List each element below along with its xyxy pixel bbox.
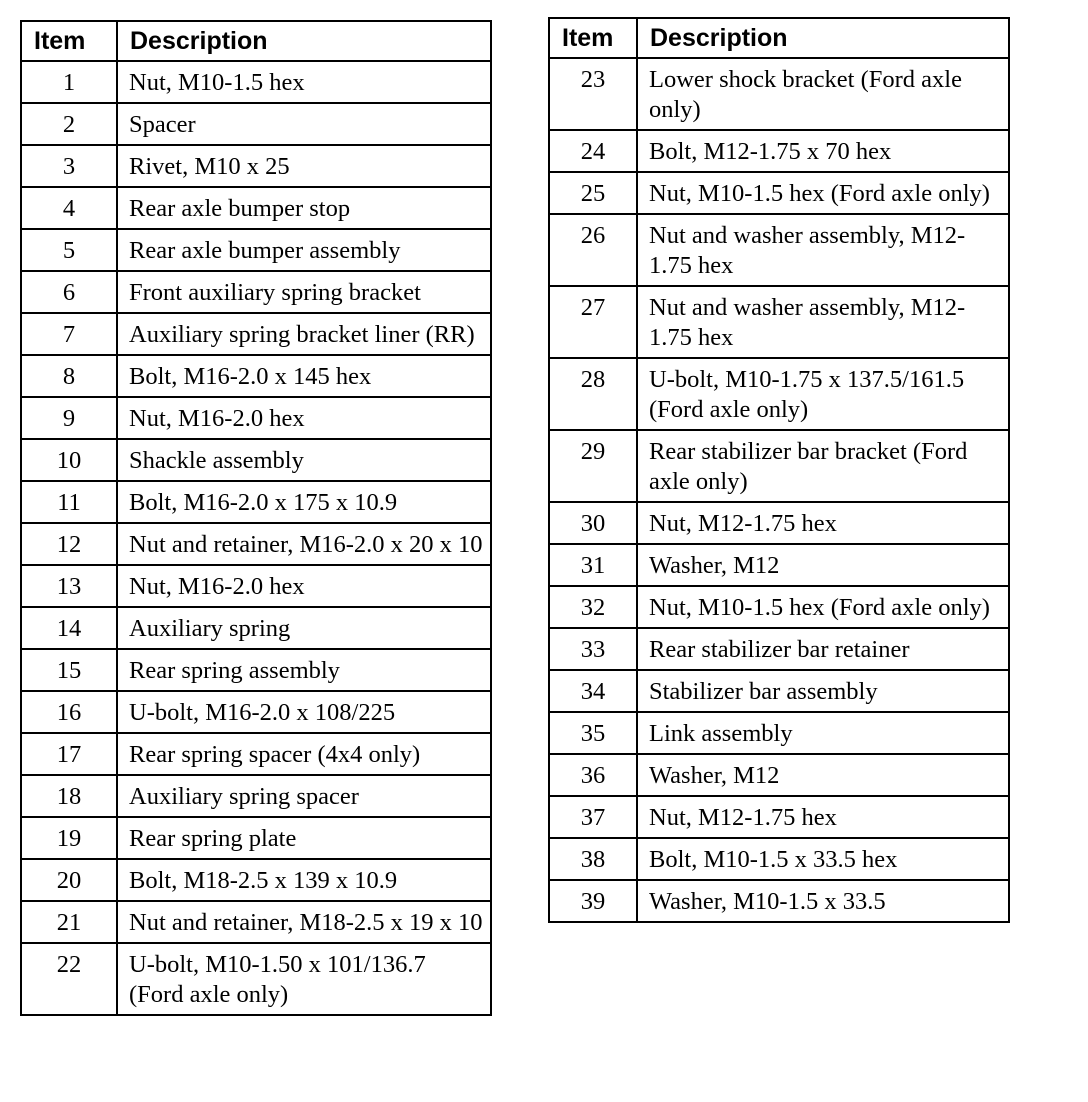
item-description: Washer, M12 (637, 544, 1009, 586)
table-row (21, 313, 491, 355)
table-row (21, 145, 491, 187)
item-number: 23 (549, 58, 637, 130)
item-description: Auxiliary spring bracket liner (RR) (117, 313, 491, 355)
table-row (549, 586, 1009, 628)
item-number: 38 (549, 838, 637, 880)
item-number: 32 (549, 586, 637, 628)
item-number: 36 (549, 754, 637, 796)
item-number: 2 (21, 103, 117, 145)
item-description: Rear axle bumper stop (117, 187, 491, 229)
item-description: U-bolt, M10-1.50 x 101/136.7 (Ford axle only) (117, 943, 491, 1015)
table-row (549, 838, 1009, 880)
table-row (21, 103, 491, 145)
item-description: Rear stabilizer bar retainer (637, 628, 1009, 670)
table-row (21, 733, 491, 775)
item-description: Nut and retainer, M16-2.0 x 20 x 10 (117, 523, 491, 565)
table-row (549, 628, 1009, 670)
table-row (549, 796, 1009, 838)
item-number: 16 (21, 691, 117, 733)
item-description: Nut and retainer, M18-2.5 x 19 x 10 (117, 901, 491, 943)
table-row (21, 229, 491, 271)
item-number: 15 (21, 649, 117, 691)
table-row (549, 286, 1009, 358)
item-description: Washer, M12 (637, 754, 1009, 796)
item-description: Nut, M12-1.75 hex (637, 796, 1009, 838)
item-number: 31 (549, 544, 637, 586)
item-description: Nut and washer assembly, M12-1.75 hex (637, 286, 1009, 358)
table-row (21, 439, 491, 481)
item-description: Nut, M10-1.5 hex (117, 61, 491, 103)
item-description: Link assembly (637, 712, 1009, 754)
item-number: 5 (21, 229, 117, 271)
item-number: 30 (549, 502, 637, 544)
item-number: 1 (21, 61, 117, 103)
table-row (21, 859, 491, 901)
table-row (21, 901, 491, 943)
table-row (549, 880, 1009, 922)
item-number: 19 (21, 817, 117, 859)
table-row (21, 187, 491, 229)
item-description: Nut, M10-1.5 hex (Ford axle only) (637, 172, 1009, 214)
parts-table-right-body (549, 58, 1009, 922)
item-description: U-bolt, M10-1.75 x 137.5/161.5 (Ford axle only) (637, 358, 1009, 430)
table-row (549, 358, 1009, 430)
item-number: 3 (21, 145, 117, 187)
item-description: Nut, M10-1.5 hex (Ford axle only) (637, 586, 1009, 628)
item-description: Bolt, M10-1.5 x 33.5 hex (637, 838, 1009, 880)
item-number: 13 (21, 565, 117, 607)
table-row (549, 712, 1009, 754)
table-row (549, 544, 1009, 586)
item-description: Rear spring plate (117, 817, 491, 859)
table-row (549, 130, 1009, 172)
item-number: 37 (549, 796, 637, 838)
description-column-header: Description (117, 21, 491, 61)
item-number: 10 (21, 439, 117, 481)
table-header-row (549, 18, 1009, 58)
item-number: 26 (549, 214, 637, 286)
item-description: Rivet, M10 x 25 (117, 145, 491, 187)
item-description: Stabilizer bar assembly (637, 670, 1009, 712)
item-number: 9 (21, 397, 117, 439)
item-number: 21 (21, 901, 117, 943)
item-description: Nut and washer assembly, M12-1.75 hex (637, 214, 1009, 286)
item-number: 18 (21, 775, 117, 817)
table-row (21, 943, 491, 1015)
parts-table-left (20, 20, 492, 1016)
item-number: 8 (21, 355, 117, 397)
table-row (21, 397, 491, 439)
item-description: Auxiliary spring (117, 607, 491, 649)
item-column-header: Item (549, 18, 637, 58)
table-row (549, 754, 1009, 796)
table-header-row (21, 21, 491, 61)
item-number: 4 (21, 187, 117, 229)
table-row (21, 691, 491, 733)
item-description: Nut, M12-1.75 hex (637, 502, 1009, 544)
item-description: Rear axle bumper assembly (117, 229, 491, 271)
item-description: Rear spring spacer (4x4 only) (117, 733, 491, 775)
item-number: 14 (21, 607, 117, 649)
table-row (21, 775, 491, 817)
item-number: 7 (21, 313, 117, 355)
table-row (21, 649, 491, 691)
item-number: 35 (549, 712, 637, 754)
item-number: 39 (549, 880, 637, 922)
item-description: Rear stabilizer bar bracket (Ford axle only) (637, 430, 1009, 502)
item-number: 12 (21, 523, 117, 565)
item-description: Rear spring assembly (117, 649, 491, 691)
item-description: Spacer (117, 103, 491, 145)
item-description: Washer, M10-1.5 x 33.5 (637, 880, 1009, 922)
item-description: Bolt, M16-2.0 x 175 x 10.9 (117, 481, 491, 523)
item-column-header: Item (21, 21, 117, 61)
item-description: Nut, M16-2.0 hex (117, 397, 491, 439)
table-row (21, 271, 491, 313)
item-description: U-bolt, M16-2.0 x 108/225 (117, 691, 491, 733)
item-number: 34 (549, 670, 637, 712)
table-row (21, 481, 491, 523)
table-row (549, 502, 1009, 544)
item-number: 25 (549, 172, 637, 214)
table-row (21, 817, 491, 859)
table-row (21, 523, 491, 565)
item-description: Bolt, M18-2.5 x 139 x 10.9 (117, 859, 491, 901)
table-row (549, 670, 1009, 712)
item-description: Lower shock bracket (Ford axle only) (637, 58, 1009, 130)
item-number: 22 (21, 943, 117, 1015)
item-number: 29 (549, 430, 637, 502)
item-number: 24 (549, 130, 637, 172)
item-description: Bolt, M12-1.75 x 70 hex (637, 130, 1009, 172)
table-row (21, 61, 491, 103)
description-column-header: Description (637, 18, 1009, 58)
table-row (549, 172, 1009, 214)
table-row (549, 58, 1009, 130)
item-description: Nut, M16-2.0 hex (117, 565, 491, 607)
table-row (21, 565, 491, 607)
table-row (549, 214, 1009, 286)
item-description: Front auxiliary spring bracket (117, 271, 491, 313)
item-number: 27 (549, 286, 637, 358)
item-number: 17 (21, 733, 117, 775)
table-row (21, 355, 491, 397)
item-number: 28 (549, 358, 637, 430)
item-number: 20 (21, 859, 117, 901)
item-description: Bolt, M16-2.0 x 145 hex (117, 355, 491, 397)
item-number: 11 (21, 481, 117, 523)
item-description: Shackle assembly (117, 439, 491, 481)
table-row (549, 430, 1009, 502)
parts-table-right (548, 17, 1010, 923)
table-row (21, 607, 491, 649)
item-number: 6 (21, 271, 117, 313)
parts-table-left-body (21, 61, 491, 1015)
item-number: 33 (549, 628, 637, 670)
item-description: Auxiliary spring spacer (117, 775, 491, 817)
